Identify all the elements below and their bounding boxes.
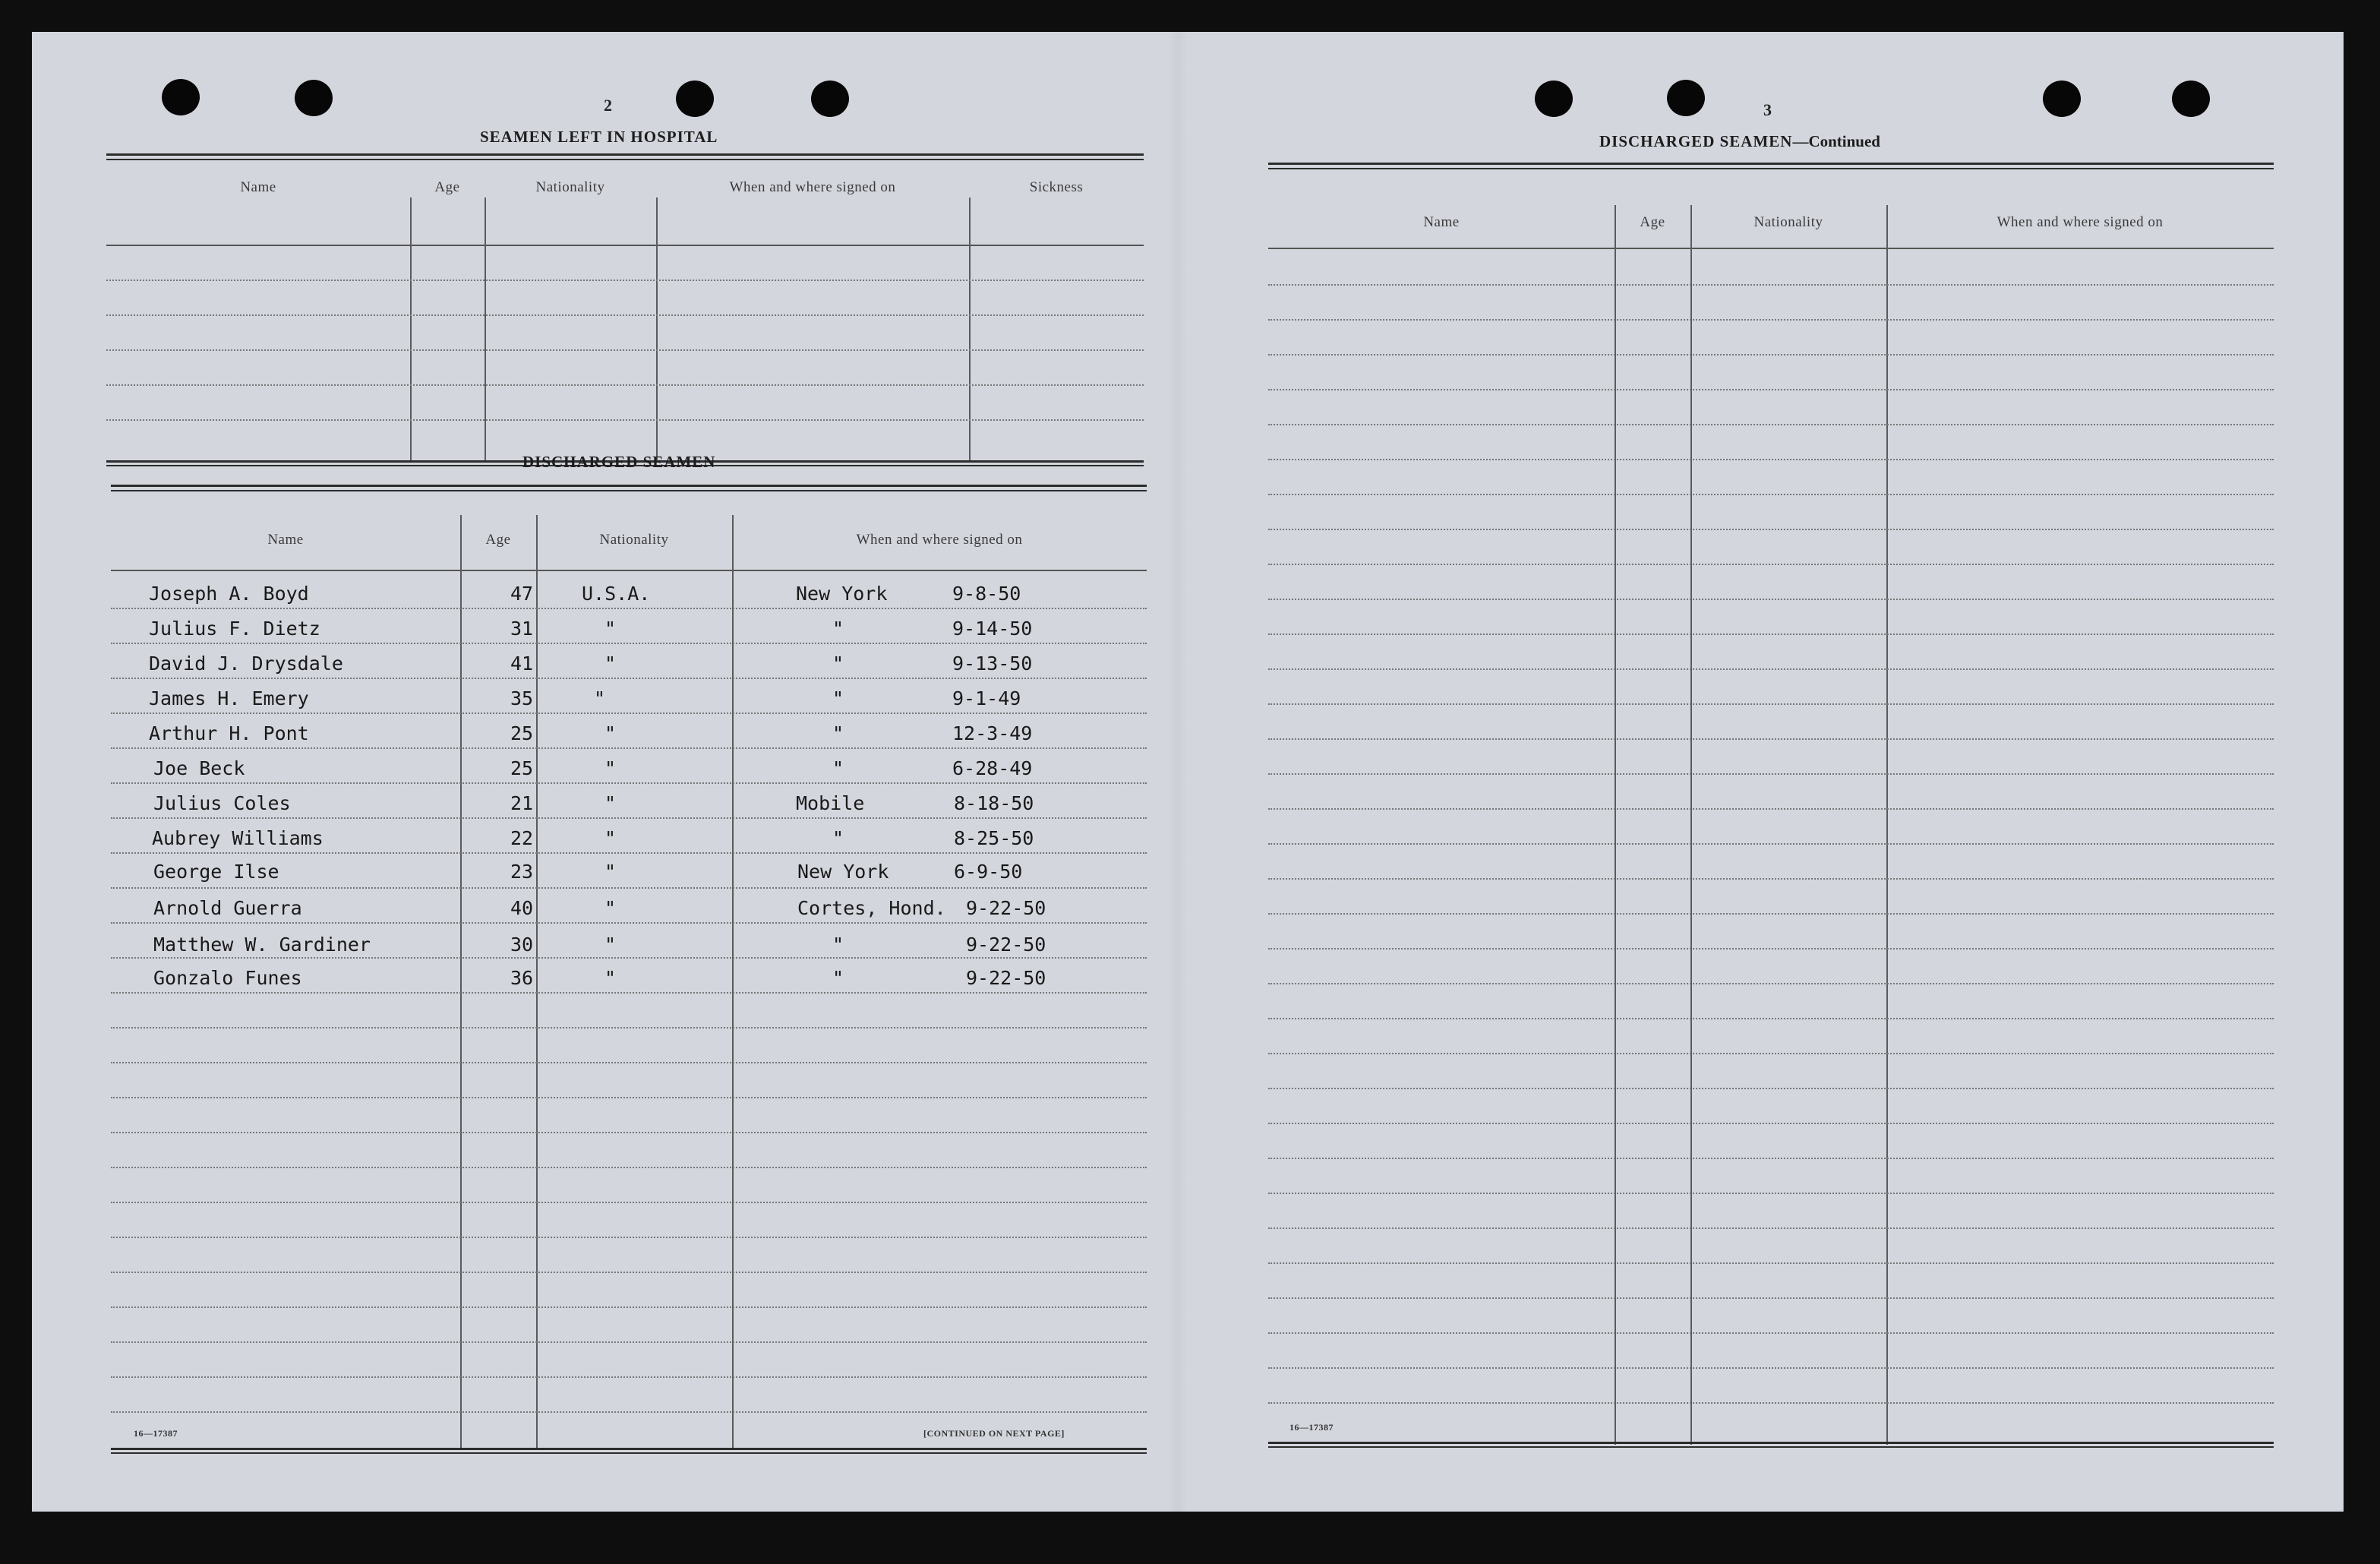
seaman-age: 22: [510, 827, 534, 849]
discharged-section-title: DISCHARGED SEAMEN: [522, 453, 716, 471]
hospital-header-age: Age: [434, 179, 460, 195]
table-row: [111, 819, 1147, 852]
seaman-nationality: ": [604, 897, 617, 919]
table-row: [111, 714, 1147, 747]
seaman-age: 47: [510, 583, 534, 605]
signed-on-place: ": [832, 934, 844, 956]
signed-on-place: ": [832, 618, 844, 640]
seaman-name: Arnold Guerra: [153, 897, 302, 919]
table-row: [111, 959, 1147, 992]
page-number: 3: [1763, 100, 1772, 119]
continued-title: DISCHARGED SEAMEN: [1599, 132, 1793, 150]
signed-on-date: 9-1-49: [952, 687, 1021, 709]
signed-on-date: 9-13-50: [952, 652, 1033, 675]
discharged-header-nationality: Nationality: [599, 532, 669, 548]
seaman-nationality: ": [604, 792, 617, 814]
table-row: [111, 889, 1147, 922]
hospital-table: [106, 153, 1144, 466]
seaman-nationality: ": [604, 967, 617, 989]
hospital-header-nationality: Nationality: [535, 179, 605, 195]
seaman-nationality: ": [604, 652, 617, 675]
table-row: [111, 644, 1147, 678]
seaman-age: 25: [510, 757, 534, 779]
seaman-age: 40: [510, 897, 534, 919]
seaman-age: 30: [510, 934, 534, 956]
signed-on-date: 8-25-50: [954, 827, 1034, 849]
seaman-age: 23: [510, 861, 534, 883]
seaman-name: Joe Beck: [153, 757, 245, 779]
signed-on-place: ": [832, 827, 844, 849]
continued-section-title: [1599, 132, 1880, 151]
page-number: 2: [604, 96, 612, 115]
punch-hole: [811, 81, 849, 117]
continued-suffix: —Continued: [1792, 132, 1880, 150]
continued-header-signed-on: When and where signed on: [1996, 214, 2164, 230]
table-row: [111, 609, 1147, 643]
seaman-name: George Ilse: [153, 861, 279, 883]
continued-header-age: Age: [1640, 214, 1665, 230]
seaman-nationality: U.S.A.: [582, 583, 651, 605]
form-number: 16—17387: [134, 1428, 178, 1439]
hospital-header-sickness: Sickness: [1029, 179, 1084, 195]
discharged-header-signed-on: When and where signed on: [856, 532, 1023, 548]
signed-on-date: 9-22-50: [966, 897, 1046, 919]
signed-on-date: 9-22-50: [966, 934, 1046, 956]
seaman-name: James H. Emery: [149, 687, 309, 709]
discharged-header-age: Age: [485, 532, 511, 548]
punch-hole: [162, 79, 200, 115]
signed-on-place: New York: [797, 861, 889, 883]
signed-on-place: ": [832, 687, 844, 709]
signed-on-date: 8-18-50: [954, 792, 1034, 814]
signed-on-place: ": [832, 967, 844, 989]
table-row: [111, 749, 1147, 782]
hospital-section-title: SEAMEN LEFT IN HOSPITAL: [480, 128, 718, 146]
punch-hole: [2043, 81, 2081, 117]
discharged-table: [111, 485, 1147, 1455]
signed-on-date: 9-22-50: [966, 967, 1046, 989]
table-row: [111, 679, 1147, 712]
signed-on-place: ": [832, 652, 844, 675]
punch-hole: [2172, 81, 2210, 117]
scanned-document: [32, 32, 2344, 1512]
seaman-name: Julius Coles: [153, 792, 291, 814]
seaman-nationality: ": [604, 861, 617, 883]
punch-hole: [295, 80, 333, 116]
hospital-header-name: Name: [240, 179, 276, 195]
hospital-header-signed-on: When and where signed on: [729, 179, 896, 195]
continued-header-name: Name: [1423, 214, 1460, 230]
seaman-nationality: ": [594, 687, 606, 709]
signed-on-place: New York: [796, 583, 888, 605]
signed-on-date: 6-28-49: [952, 757, 1033, 779]
seaman-nationality: ": [604, 934, 617, 956]
punch-hole: [1667, 80, 1705, 116]
continued-header-nationality: Nationality: [1753, 214, 1823, 230]
signed-on-place: Cortes, Hond.: [797, 897, 946, 919]
seaman-name: Joseph A. Boyd: [149, 583, 309, 605]
seaman-name: Aubrey Williams: [152, 827, 324, 849]
seaman-name: Gonzalo Funes: [153, 967, 302, 989]
seaman-name: David J. Drysdale: [149, 652, 343, 675]
seaman-nationality: ": [604, 827, 617, 849]
punch-hole: [676, 81, 714, 117]
seaman-age: 41: [510, 652, 534, 675]
signed-on-date: 12-3-49: [952, 722, 1033, 744]
signed-on-date: 9-8-50: [952, 583, 1021, 605]
table-row: [111, 852, 1147, 886]
discharged-header-name: Name: [267, 532, 304, 548]
page-fold: [1168, 32, 1188, 1512]
signed-on-date: 9-14-50: [952, 618, 1033, 640]
continued-note: [CONTINUED ON NEXT PAGE]: [923, 1428, 1065, 1439]
signed-on-place: ": [832, 722, 844, 744]
seaman-age: 35: [510, 687, 534, 709]
signed-on-place: Mobile: [796, 792, 865, 814]
seaman-nationality: ": [604, 757, 617, 779]
seaman-name: Julius F. Dietz: [149, 618, 320, 640]
form-number: 16—17387: [1289, 1422, 1334, 1433]
table-row: [111, 925, 1147, 959]
seaman-age: 21: [510, 792, 534, 814]
signed-on-date: 6-9-50: [954, 861, 1023, 883]
discharged-continued-table: [1268, 163, 2274, 1449]
seaman-name: Arthur H. Pont: [149, 722, 309, 744]
seaman-nationality: ": [604, 722, 617, 744]
seaman-age: 31: [510, 618, 534, 640]
seaman-age: 25: [510, 722, 534, 744]
seaman-nationality: ": [604, 618, 617, 640]
table-row: [111, 574, 1147, 608]
signed-on-place: ": [832, 757, 844, 779]
seaman-name: Matthew W. Gardiner: [153, 934, 371, 956]
seaman-age: 36: [510, 967, 534, 989]
punch-hole: [1535, 81, 1573, 117]
table-row: [111, 784, 1147, 817]
